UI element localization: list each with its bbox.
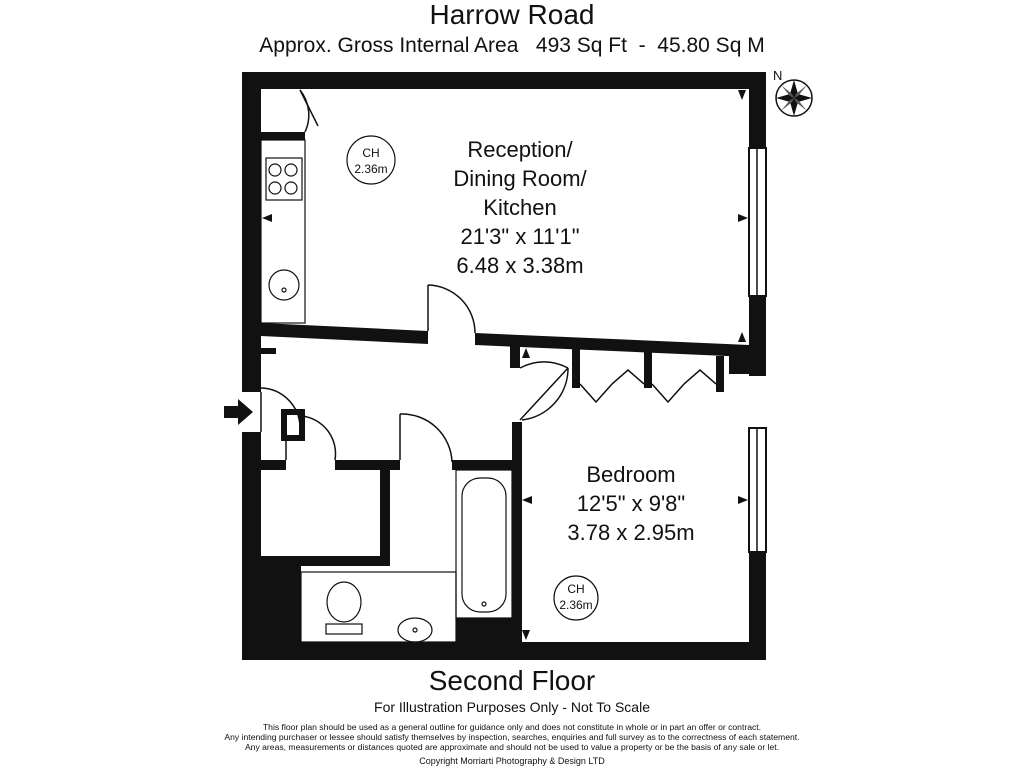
disclaimer-line: Any areas, measurements or distances quoted are approximate and should not be used to value a property or be the basis of any sale or let. [244,742,780,752]
bedroom-labels [554,462,695,620]
bedroom-ch-label: CH [567,582,585,596]
bedroom-imperial: 12'5" x 9'8" [576,491,686,516]
bedroom-ch-value: 2.36m [559,598,593,612]
floor-label: Second Floor [428,665,596,696]
disclaimer-line: This floor plan should be used as a general outline for guidance only and does not constitute in whole or in part an offer or contract. [262,722,762,732]
copyright: Copyright Morriarti Photography & Design LTD [419,756,605,766]
illustration-note: For Illustration Purposes Only - Not To Scale [374,699,650,715]
reception-labels [347,136,588,278]
reception-metric: 6.48 x 3.38m [456,253,584,278]
area-label: Approx. Gross Internal Area 493 Sq Ft - 45.80 Sq M [259,34,765,57]
reception-imperial: 21'3" x 11'1" [460,224,580,249]
disclaimer-line: Any intending purchaser or lessee should satisfy themselves by inspection, searches, enquiries and full survey as to the correctness of each statement. [224,732,800,742]
kitchen-fittings [261,140,305,323]
entrance-arrow-icon [224,399,253,425]
reception-ch-value: 2.36m [354,162,388,176]
reception-ch-label: CH [362,146,380,160]
plan-title: Harrow Road [429,0,595,30]
bedroom-name: Bedroom [586,462,676,487]
reception-name-1: Reception/ [467,137,573,162]
compass-icon [773,68,812,116]
bedroom-metric: 3.78 x 2.95m [567,520,695,545]
reception-ceiling-badge [347,136,395,184]
disclaimer [0,722,1024,752]
compass-north-label: N [773,68,783,83]
reception-name-3: Kitchen [483,195,557,220]
reception-name-2: Dining Room/ [453,166,587,191]
